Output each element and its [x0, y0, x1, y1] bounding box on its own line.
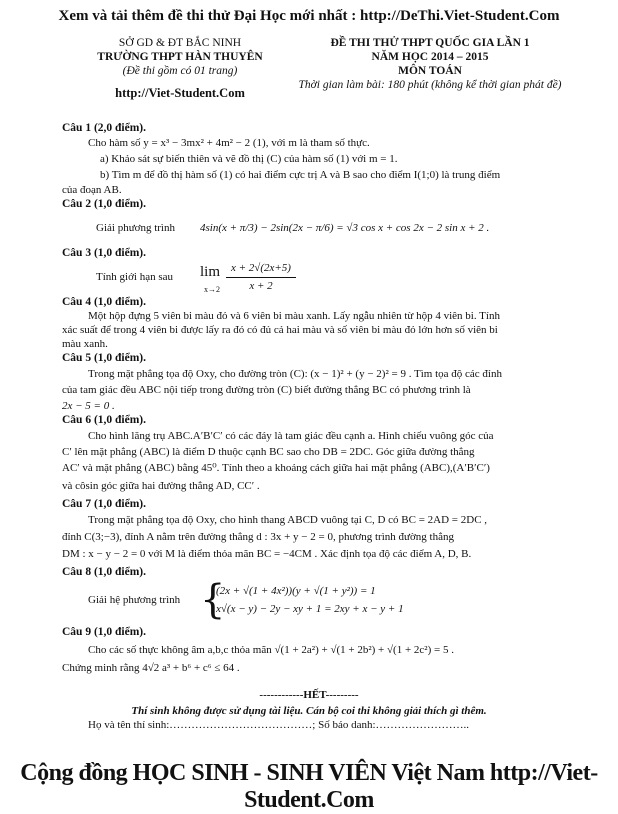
school-name: TRƯỜNG THPT HÀN THUYÊN	[97, 51, 263, 63]
q1-b-line2: của đoạn AB.	[62, 184, 122, 196]
q7-title: Câu 7 (1,0 điểm).	[62, 498, 147, 510]
q1-b-line1: b) Tìm m để đồ thị hàm số (1) có hai điểm cực trị A và B sao cho điểm I(1;0) là trung điểm	[100, 169, 501, 181]
q5-line2: của tam giác đều ABC nội tiếp trong đường tròn (C) biết đường thẳng BC có phương trình là	[62, 384, 471, 396]
q2-title: Câu 2 (1,0 điểm).	[62, 198, 147, 210]
q5-line3: 2x − 5 = 0 .	[62, 400, 115, 412]
q8-equation1: (2x + √(1 + 4x²))(y + √(1 + y²)) = 1	[216, 585, 376, 597]
q3-numerator: x + 2√(2x+5)	[231, 262, 291, 274]
q8-equation2: x√(x − y) − 2y − xy + 1 = 2xy + x − y + 1	[216, 603, 404, 615]
q9-title: Câu 9 (1,0 điểm).	[62, 626, 147, 638]
q5-line1: Trong mặt phẳng tọa độ Oxy, cho đường tròn (C): (x − 1)² + (y − 2)² = 9 . Tìm tọa độ các đỉnh	[88, 368, 502, 380]
q4-title: Câu 4 (1,0 điểm).	[62, 296, 147, 308]
page-count-note: (Đề thi gồm có 01 trang)	[122, 65, 238, 77]
q6-title: Câu 6 (1,0 điểm).	[62, 414, 147, 426]
q4-line3: màu xanh.	[62, 338, 108, 350]
subject: MÔN TOÁN	[398, 65, 462, 77]
q3-lim-sub: x→2	[204, 285, 220, 294]
q3-lim: lim	[200, 264, 221, 280]
school-year: NĂM HỌC 2014 – 2015	[371, 51, 489, 63]
q3-fraction-bar	[226, 277, 296, 278]
q1-a: a) Khảo sát sự biến thiên và vẽ đồ thị (C) của hàm số (1) với m = 1.	[100, 153, 398, 165]
site-link[interactable]: http://Viet-Student.Com	[115, 86, 245, 100]
q1-title: Câu 1 (2,0 điểm).	[62, 122, 147, 134]
q9-line1: Cho các số thực không âm a,b,c thỏa mãn √(1 + 2a²) + √(1 + 2b²) + √(1 + 2c²) = 5 .	[88, 644, 454, 656]
q1-intro: Cho hàm số y = x³ − 3mx² + 4m² − 2 (1), với m là tham số thực.	[88, 137, 370, 149]
q9-line2: Chứng minh rằng 4√2 a³ + b⁶ + c⁶ ≤ 64 .	[62, 662, 240, 674]
q3-denominator: x + 2	[249, 280, 273, 292]
q6-line4: và côsin góc giữa hai đường thẳng AD, CC′ .	[62, 480, 260, 492]
q3-title: Câu 3 (1,0 điểm).	[62, 247, 147, 259]
candidate-info: Họ và tên thí sinh:…………………………………; Số báo danh:……………………..	[88, 719, 470, 731]
q7-line1: Trong mặt phẳng tọa độ Oxy, cho hình thang ABCD vuông tại C, D có BC = 2AD = 2DC ,	[88, 514, 488, 526]
q6-line3: AC′ và mặt phẳng (ABC) bằng 45⁰. Tính theo a khoảng cách giữa hai mặt phẳng (ABC),(A′B′C′)	[62, 462, 490, 474]
top-banner: Xem và tải thêm đề thi thử Đại Học mới nhất : http://DeThi.Viet-Student.Com	[58, 8, 560, 24]
q4-line2: xác suất để trong 4 viên bi được lấy ra đó có đủ cả hai màu và số viên bi màu đỏ lớn hơn số viên bi	[62, 324, 498, 336]
q2-text: Giải phương trình	[96, 222, 175, 234]
header-right	[250, 36, 610, 92]
dept-name: SỞ GD & ĐT BẮC NINH	[118, 37, 242, 49]
q5-title: Câu 5 (1,0 điểm).	[62, 352, 147, 364]
q3-text: Tính giới hạn sau	[96, 271, 173, 283]
q6-line1: Cho hình lăng trụ ABC.A′B′C′ có các đáy là tam giác đều cạnh a. Hình chiếu vuông góc của	[88, 430, 494, 442]
footer-banner: Cộng đồng HỌC SINH - SINH VIÊN Việt Nam http://Viet-Student.Com	[20, 760, 598, 813]
q8-brace-icon: {	[200, 577, 226, 623]
end-marker: ------------HẾT---------	[259, 689, 359, 701]
exam-title: ĐỀ THI THỬ THPT QUỐC GIA LẦN 1	[330, 37, 530, 49]
q2-equation: 4sin(x + π/3) − 2sin(2x − π/6) = √3 cos x + cos 2x − 2 sin x + 2 .	[200, 222, 490, 234]
q7-line2: đỉnh C(3;−3), đỉnh A nằm trên đường thẳng d : 3x + y − 2 = 0, phương trình đường thẳng	[62, 531, 454, 543]
q8-text: Giải hệ phương trình	[88, 594, 181, 606]
q7-line3: DM : x − y − 2 = 0 với M là điểm thỏa mãn BC = −4CM . Xác định tọa độ các điểm A, D, B.	[62, 548, 472, 560]
time-note: Thời gian làm bài: 180 phút (không kể thời gian phát đề)	[298, 79, 562, 91]
q8-title: Câu 8 (1,0 điểm).	[62, 566, 147, 578]
end-note: Thí sinh không được sử dụng tài liệu. Cán bộ coi thi không giải thích gì thêm.	[131, 705, 487, 717]
q4-line1: Một hộp đựng 5 viên bi màu đỏ và 6 viên bi màu xanh. Lấy ngẫu nhiên từ hộp 4 viên bi. Tính	[88, 310, 500, 322]
q6-line2: C′ lên mặt phẳng (ABC) là điểm D thuộc cạnh BC sao cho DB = 2DC. Góc giữa đường thẳng	[62, 446, 475, 458]
